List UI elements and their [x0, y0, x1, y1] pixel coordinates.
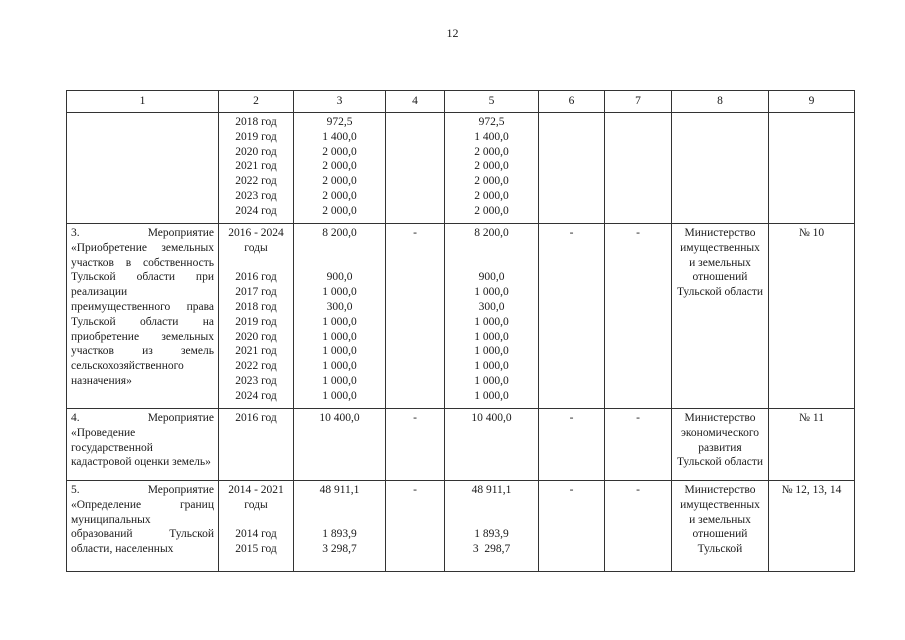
period-label: 2014 - 2021	[228, 484, 284, 496]
amount-value: 2 000,0	[474, 204, 509, 217]
reference-cell: № 12, 13, 14	[769, 481, 855, 572]
year-label: 2022 год	[235, 360, 277, 373]
total-value: 10 400,0	[294, 409, 386, 481]
header-cell: 5	[445, 91, 539, 113]
amount-value: 1 000,0	[474, 374, 509, 387]
amount-value: 1 000,0	[474, 315, 509, 328]
amount-value: 1 000,0	[322, 360, 357, 373]
header-cell: 7	[605, 91, 672, 113]
year-label: 2023 год	[235, 189, 277, 202]
amount-cell	[294, 113, 386, 224]
amount-value: 900,0	[326, 271, 353, 284]
amount-value: 1 893,9	[474, 528, 509, 541]
amount-value: 1 000,0	[474, 345, 509, 358]
reference-cell: № 10	[769, 224, 855, 409]
total-value: 8 200,0	[322, 227, 357, 239]
year-label: 2018 год	[235, 116, 277, 128]
table-row	[67, 113, 855, 224]
page-number: 12	[446, 26, 459, 40]
amount-value: 1 000,0	[474, 389, 509, 402]
years-cell	[219, 113, 294, 224]
period-cell: 2016 год	[219, 409, 294, 481]
amount-cell	[445, 113, 539, 224]
dash-cell: -	[386, 481, 445, 572]
total-value: 8 200,0	[474, 227, 509, 239]
year-label: 2023 год	[235, 374, 277, 387]
executor-cell: Министерство экономического развития Тульской области	[672, 409, 769, 481]
amount-value: 900,0	[478, 271, 505, 284]
total-value: 48 911,1	[319, 484, 360, 496]
table-row	[67, 481, 855, 572]
dash-cell: -	[386, 224, 445, 409]
amount-value: 1 000,0	[322, 315, 357, 328]
dash-cell: -	[539, 224, 605, 409]
amount-value: 2 000,0	[474, 160, 509, 173]
table-row	[67, 224, 855, 409]
executor-cell: Министерство имущественных и земельных отношений Тульской области	[672, 224, 769, 409]
amount-value: 2 000,0	[322, 175, 357, 188]
amount-value: 300,0	[478, 300, 505, 313]
year-label: 2022 год	[235, 175, 277, 188]
table-row	[67, 409, 855, 481]
description-cell: 4. Мероприятие «Проведение государственной кадастровой оценки земель»	[67, 409, 219, 481]
amount-value: 1 000,0	[474, 286, 509, 299]
year-label: 2018 год	[235, 300, 277, 313]
empty-cell	[605, 113, 672, 224]
header-cell: 9	[769, 91, 855, 113]
year-label: 2014 год	[235, 528, 277, 541]
total-value: 10 400,0	[445, 409, 539, 481]
year-label: 2021 год	[235, 345, 277, 358]
header-cell: 3	[294, 91, 386, 113]
amount-value: 1 400,0	[474, 130, 509, 143]
header-cell: 4	[386, 91, 445, 113]
amount-value: 972,5	[326, 116, 353, 128]
year-label: 2024 год	[235, 389, 277, 402]
amount-value: 1 000,0	[322, 345, 357, 358]
amount-value: 1 000,0	[322, 286, 357, 299]
dash-cell: -	[539, 481, 605, 572]
empty-cell	[769, 113, 855, 224]
header-cell: 6	[539, 91, 605, 113]
years-cell	[219, 224, 294, 409]
amount-value: 3 298,7	[472, 543, 511, 556]
year-label: 2019 год	[235, 315, 277, 328]
empty-cell	[672, 113, 769, 224]
amount-value: 1 000,0	[474, 360, 509, 373]
description-cell: 5. Мероприятие «Определение границ муниципальных образований Тульской области, населенных	[67, 481, 219, 572]
amount-value: 1 000,0	[474, 330, 509, 343]
header-cell: 2	[219, 91, 294, 113]
amount-value: 1 893,9	[322, 528, 357, 541]
dash-cell: -	[605, 409, 672, 481]
dash-cell: -	[539, 409, 605, 481]
year-label: 2015 год	[235, 543, 277, 556]
year-label: 2020 год	[235, 330, 277, 343]
period-label: годы	[244, 498, 268, 511]
amount-cell	[294, 481, 386, 572]
years-cell	[219, 481, 294, 572]
dash-cell: -	[386, 409, 445, 481]
amount-cell	[445, 481, 539, 572]
header-row	[67, 91, 855, 113]
empty-cell	[386, 113, 445, 224]
amount-cell	[294, 224, 386, 409]
dash-cell: -	[605, 481, 672, 572]
amount-value: 2 000,0	[322, 189, 357, 202]
amount-value: 972,5	[478, 116, 505, 128]
amount-value: 2 000,0	[322, 145, 357, 158]
amount-value: 2 000,0	[322, 160, 357, 173]
total-value: 48 911,1	[471, 484, 512, 496]
amount-value: 2 000,0	[322, 204, 357, 217]
executor-cell: Министерство имущественных и земельных отношений Тульской	[672, 481, 769, 572]
reference-cell: № 11	[769, 409, 855, 481]
year-label: 2016 год	[235, 271, 277, 284]
description-cell: 3. Мероприятие «Приобретение земельных участков в собственность Тульской области при реализации преимущественного права Тульской области на приобретение земельных участков из земель сельскохозяйственного назначения»	[67, 224, 219, 409]
amount-value: 1 400,0	[322, 130, 357, 143]
amount-value: 2 000,0	[474, 175, 509, 188]
year-label: 2017 год	[235, 286, 277, 299]
amount-value: 3 298,7	[322, 543, 357, 556]
program-table	[66, 90, 855, 572]
amount-value: 2 000,0	[474, 145, 509, 158]
dash-cell: -	[605, 224, 672, 409]
year-label: 2019 год	[235, 130, 277, 143]
amount-value: 2 000,0	[474, 189, 509, 202]
header-cell: 1	[67, 91, 219, 113]
empty-cell	[539, 113, 605, 224]
year-label: 2021 год	[235, 160, 277, 173]
header-cell: 8	[672, 91, 769, 113]
amount-value: 1 000,0	[322, 389, 357, 402]
period-label: годы	[244, 241, 268, 254]
amount-cell	[445, 224, 539, 409]
amount-value: 1 000,0	[322, 374, 357, 387]
period-label: 2016 - 2024	[228, 227, 284, 239]
description-cell	[67, 113, 219, 224]
year-label: 2020 год	[235, 145, 277, 158]
amount-value: 1 000,0	[322, 330, 357, 343]
year-label: 2024 год	[235, 204, 277, 217]
amount-value: 300,0	[326, 300, 353, 313]
